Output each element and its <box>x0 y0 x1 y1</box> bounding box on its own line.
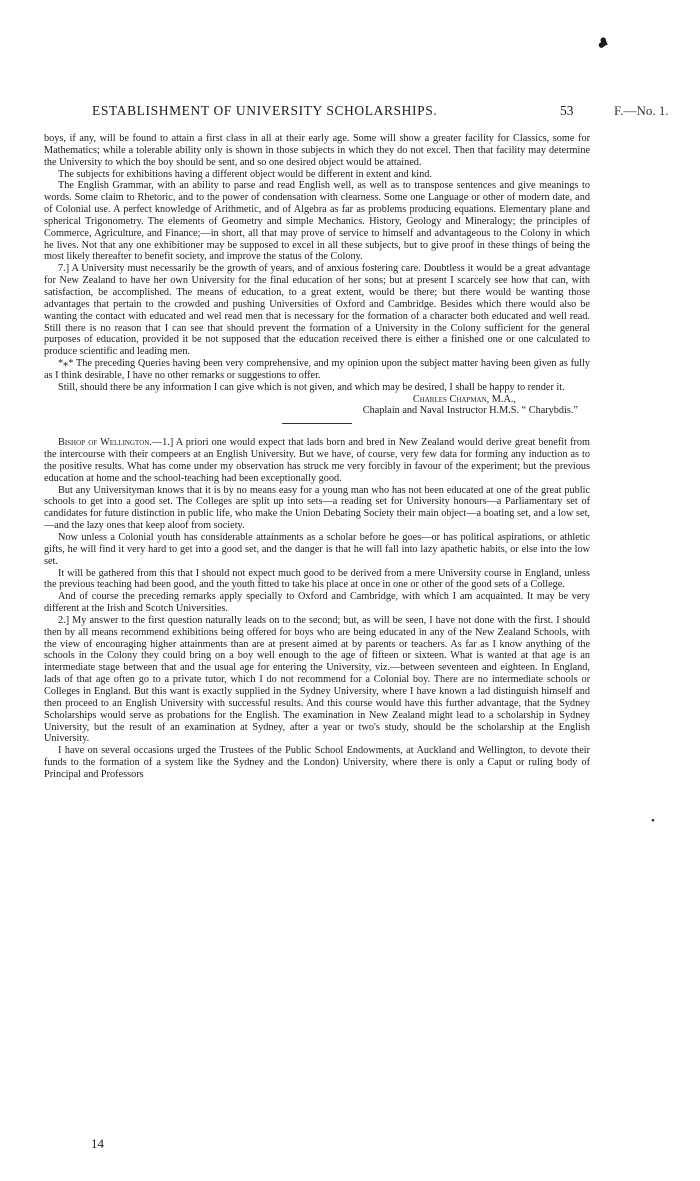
section-divider <box>282 423 352 424</box>
signatory-role: Chaplain and Naval Instructor H.M.S. “ Charybdis.” <box>362 405 578 417</box>
document-body <box>44 133 590 781</box>
signature-role-line <box>44 405 590 417</box>
paragraph: Still, should there be any information I can give which is not given, and which may be desired, I shall be happy to render it. <box>58 381 565 393</box>
paragraph <box>44 437 590 484</box>
signatory-name: Charles Chapman, M.A., <box>412 393 516 405</box>
paragraph: *⁎* The preceding Queries having been very comprehensive, and my opinion upon the subject matter having been given as fully as I think desirable, I have no other remarks or suggestions to offer. <box>44 358 590 381</box>
paragraph: And of course the preceding remarks apply specially to Oxford and Cambridge, with which I am acquainted. It may be very different at the Irish and Scotch Universities. <box>44 591 590 615</box>
paragraph: 2.] My answer to the first question naturally leads on to the second; but, as will be seen, I have not done with the first. I should then by all means recommend exhibitions being offered for boys who are being educated in any of the New Zealand Schools, with the view of encouraging higher attainments than are at present aimed at by parents or teachers. As far as I know anything of the schools in the Colony they could bring on a boy well enough to the age of fifteen or sixteen. What is wanted at that age is an intermediate stage between that and the usual age for entering the University, viz.—between seventeen and eighteen. In England, lads of that age often go to a private tutor, which I do not recommend for a Colonial boy. There are no intermediate schools or Colleges in England. But this want is exactly supplied in the Sydney University, where I have known a lad distinguish himself and then proceed to an English University with successful results. And this course would have this further advantage, that the Sydney Scholarships would serve as probations for the English. The examination in New Zealand might lead to a scholarship in Sydney University, but the result of an examination at Sydney, after a year or two's study, should be the scholarship at the English University. <box>44 614 590 745</box>
paragraph: But any Universityman knows that it is by no means easy for a young man who has not been educated at one of the great public schools to get into a good set. The Colleges are split up into sets—a reading set for University honours—a Parliamentary set of candidates for future distinction in public life, who make the Union Debating Society their main object—a boating set, and a low set,—and the lazy ones that keep aloof from society. <box>44 484 590 532</box>
corner-mark: ❥ <box>594 35 611 54</box>
paragraph: It will be gathered from this that I should not expect much good to be derived from a mere University course in England, unless the previous teaching had been good, and the youth fitted to take his place at once in one or other of the good sets of a College. <box>44 567 590 591</box>
document-reference: F.—No. 1. <box>614 103 669 118</box>
page-number: 53 <box>560 103 574 118</box>
signature-block <box>44 394 590 406</box>
paragraph-text: A priori one would expect that lads born and bred in New Zealand would derive great benefit from the intercourse with their compeers at an English University. But we have, of course, very few data for forming any induction as to the positive results. What has come under my observation has struck me very forcibly in favour of the experiment; but the previous education at home and the school-teaching had been exceptionally good. <box>44 437 590 484</box>
paragraph: I have on several occasions urged the Trustees of the Public School Endowments, at Auckland and Wellington, to devote their funds to the formation of a system like the Sydney and the London) University, where there is only a Caput or ruling body of Principal and Professors <box>44 745 590 780</box>
page-header <box>0 103 700 121</box>
margin-dot: • <box>651 815 655 827</box>
question-number: —1.] <box>151 437 174 449</box>
paragraph: Now unless a Colonial youth has considerable attainments as a scholar before he goes—or has political aspirations, or athletic gifts, he will find it very hard to get into a good set, and the danger is that he will fall into lazy apathetic habits, or else into the low set. <box>44 532 590 567</box>
signature-mark: 14 <box>91 1136 104 1151</box>
speaker-name: Bishop of Wellington. <box>58 437 152 449</box>
paragraph: 7.] A University must necessarily be the growth of years, and of anxious fostering care. Doubtless it would be a great advantage for New Zealand to have her own University for the final education of her sons; but at present I scarcely see how that can, with satisfaction, be accomplished. The means of education, to a great extent, would be there; but there would be wanting those advantages that pertain to the crowded and pushing Universities of Oxford and Cambridge. Besides which there would also be wanting the contact with educated and wel read men that is necessary for the formation of a character both educated and well read. Still there is no reason that I can see that should prevent the formation of a University in the Colony sufficient for the general purposes of education, provided it be not supposed that the education received there is either a finished one or one calculated to produce scientific and leading men. <box>44 263 590 358</box>
paragraph: boys, if any, will be found to attain a first class in all at their early age. Some will show a greater facility for Classics, some for Mathematics; while a tolerable ability only is shown in those subjects in which they do not excel. Then that facility may determine the University to which the boy should be sent, and so one desired object would be attained. <box>44 133 590 168</box>
paragraph: The subjects for exhibitions having a different object would be different in extent and kind. <box>58 168 432 180</box>
paragraph: The English Grammar, with an ability to parse and read English well, as well as to transpose sentences and give meanings to words. Some claim to Rhetoric, and to the power of condensation with clearness. Some one Language or other of modern date, and of Colonial use. A perfect knowledge of Arithmetic, and of Algebra as far as problems producing equations. Elementary plane and spherical Trigonometry. The elements of Geometry and simple Mechanics. History, Geology and Mineralogy; the principles of Commerce, Agriculture, and Finance;—in short, all that may prove of service to himself and advantageous to the Colony in which he lives. Not that any one exhibitioner may be supposed to excel in all these subjects, but to give proof in these things of being the most likely thereafter to benefit society, and improve the status of the Colony. <box>44 180 590 263</box>
running-title: ESTABLISHMENT OF UNIVERSITY SCHOLARSHIPS. <box>92 103 438 118</box>
